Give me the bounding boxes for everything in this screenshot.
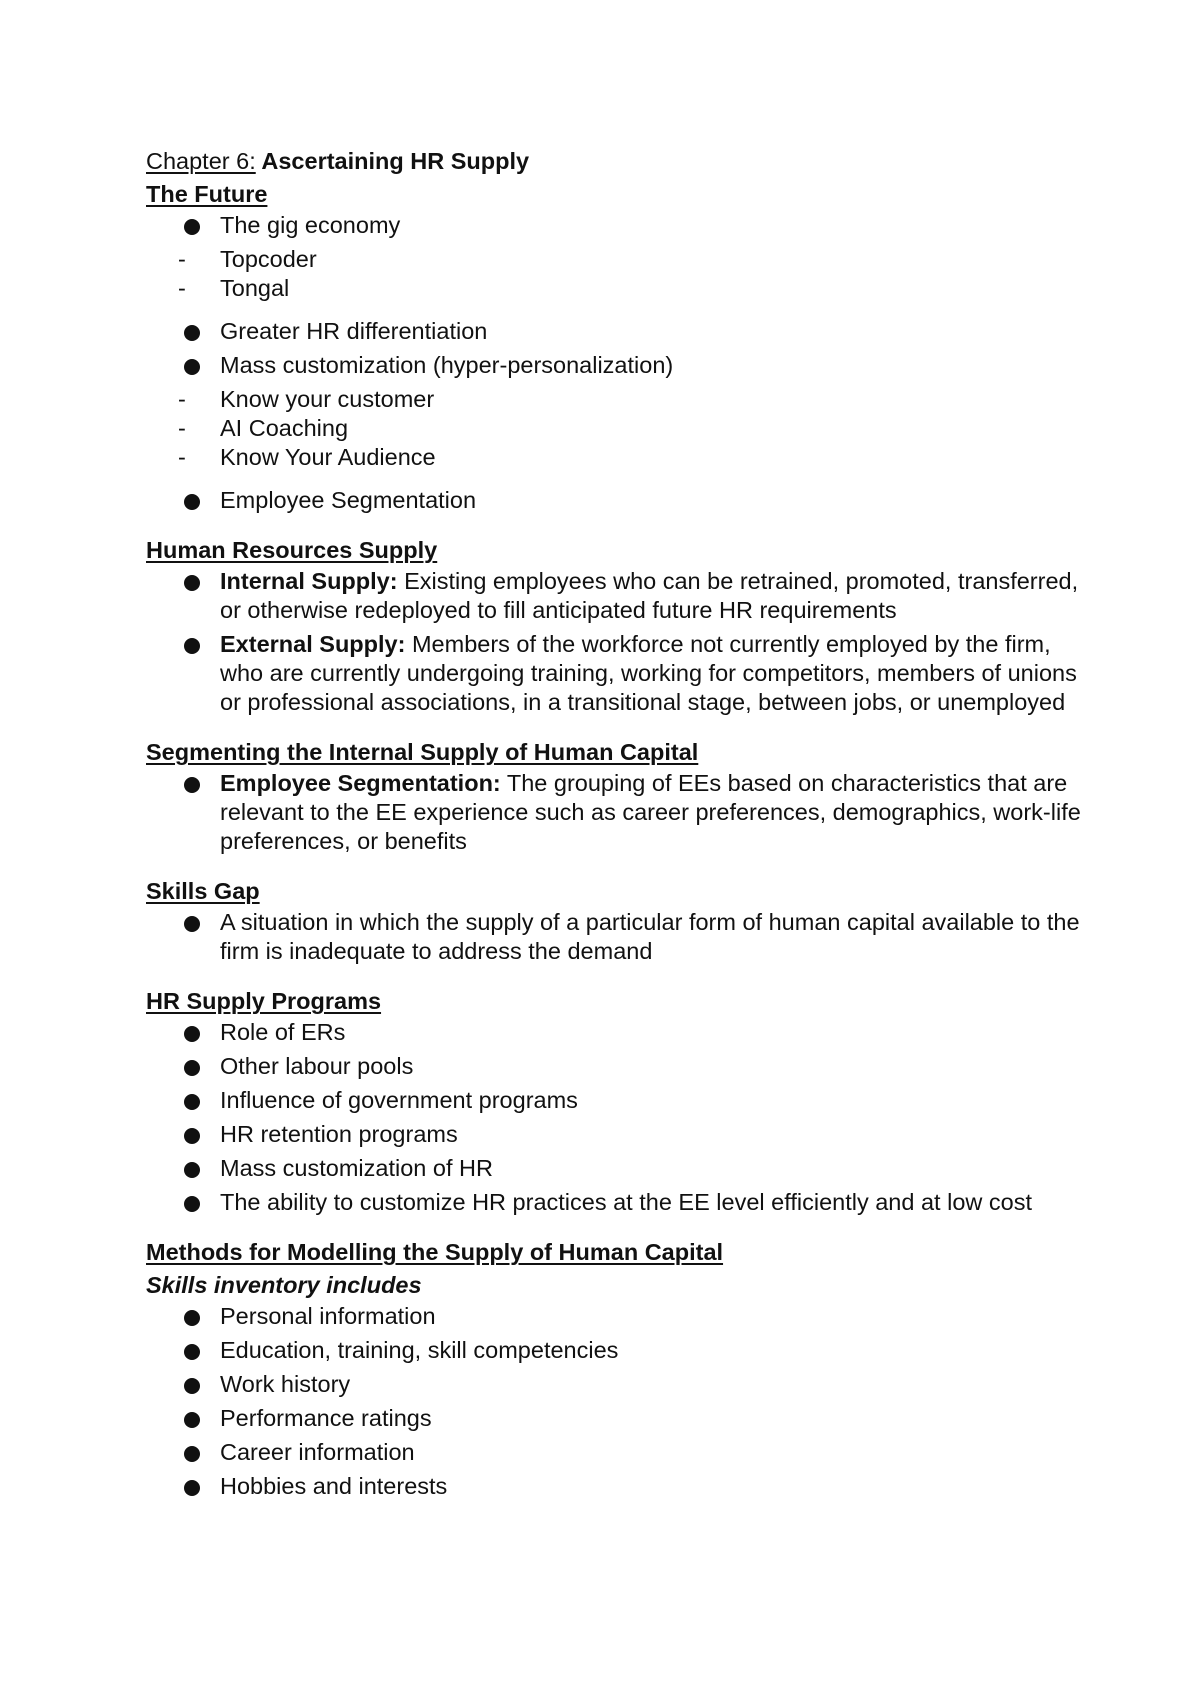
list-item (146, 567, 1086, 625)
bullet-icon (184, 359, 200, 375)
segmenting-heading: Segmenting the Internal Supply of Human Capital (146, 739, 699, 765)
list-item (146, 908, 1086, 966)
list-item (146, 630, 1086, 717)
hr-supply-heading: Human Resources Supply (146, 537, 438, 563)
dash-icon: - (178, 444, 186, 470)
sub-list-item (146, 274, 1086, 303)
bullet-icon (184, 638, 200, 654)
term-label: Employee Segmentation: (220, 770, 501, 796)
sub-list-item (146, 245, 1086, 274)
bullet-icon (184, 1344, 200, 1360)
list-item-text: Education, training, skill competencies (220, 1337, 619, 1363)
list-item (146, 351, 1086, 380)
programs-list (146, 1018, 1086, 1217)
mass-sublist (146, 385, 1086, 472)
list-item-text: Performance ratings (220, 1405, 432, 1431)
bullet-icon (184, 1060, 200, 1076)
term-label: Internal Supply: (220, 568, 398, 594)
sub-list-item-text: Tongal (220, 275, 290, 301)
chapter-name: Ascertaining HR Supply (255, 148, 530, 174)
skills-gap-section (146, 875, 1086, 966)
sub-list-item (146, 414, 1086, 443)
methods-section (146, 1236, 1086, 1501)
bullet-icon (184, 575, 200, 591)
bullet-icon (184, 1378, 200, 1394)
sub-list-item-text: Know your customer (220, 386, 435, 412)
bullet-icon (184, 1446, 200, 1462)
list-item-text: Career information (220, 1439, 415, 1465)
methods-heading: Methods for Modelling the Supply of Human Capital (146, 1239, 724, 1265)
definition-text: Existing employees who can be retrained, promoted, transferred, or otherwise redeployed to fill anticipated future HR requirements (220, 568, 1079, 623)
skills-gap-heading: Skills Gap (146, 878, 260, 904)
document-body (146, 145, 1086, 1506)
list-item-text: HR retention programs (220, 1121, 458, 1147)
list-item-text: Role of ERs (220, 1019, 346, 1045)
list-item (146, 486, 1086, 515)
segmenting-section (146, 736, 1086, 856)
bullet-icon (184, 1162, 200, 1178)
skills-gap-list (146, 908, 1086, 966)
methods-list (146, 1302, 1086, 1501)
bullet-icon (184, 219, 200, 235)
list-item (146, 1302, 1086, 1331)
chapter-title (146, 145, 1086, 178)
list-item (146, 1336, 1086, 1365)
list-item-text: The gig economy (220, 212, 401, 238)
sub-list-item-text: Know Your Audience (220, 444, 436, 470)
definition-text: The grouping of EEs based on characteristics that are relevant to the EE experience such as career preferences, demographics, work-life preferences, or benefits (220, 770, 1081, 854)
bullet-icon (184, 1412, 200, 1428)
list-item-text: Greater HR differentiation (220, 318, 488, 344)
dash-icon: - (178, 415, 186, 441)
list-item (146, 1404, 1086, 1433)
bullet-icon (184, 916, 200, 932)
gig-sublist (146, 245, 1086, 303)
future-list (146, 211, 1086, 240)
definition-text: Members of the workforce not currently employed by the firm, who are currently undergoing training, working for competitors, members of unions or professional associations, in a transitional stage, between jobs, or unemployed (220, 631, 1077, 715)
bullet-icon (184, 1310, 200, 1326)
methods-subheading: Skills inventory includes (146, 1272, 422, 1298)
sub-list-item-text: Topcoder (220, 246, 317, 272)
list-item-text: Mass customization (hyper-personalization) (220, 352, 674, 378)
term-label: External Supply: (220, 631, 406, 657)
list-item-text: Influence of government programs (220, 1087, 578, 1113)
bullet-icon (184, 325, 200, 341)
list-item-text: Mass customization of HR (220, 1155, 493, 1181)
list-item (146, 1370, 1086, 1399)
dash-icon: - (178, 246, 186, 272)
list-item-text: Work history (220, 1371, 351, 1397)
segmenting-list (146, 769, 1086, 856)
bullet-icon (184, 1026, 200, 1042)
bullet-icon (184, 494, 200, 510)
bullet-icon (184, 777, 200, 793)
programs-heading: HR Supply Programs (146, 988, 382, 1014)
bullet-icon (184, 1094, 200, 1110)
list-item (146, 1154, 1086, 1183)
hr-supply-section (146, 534, 1086, 717)
sub-list-item (146, 443, 1086, 472)
chapter-label: Chapter 6: (146, 148, 256, 174)
hr-supply-list (146, 567, 1086, 717)
list-item-text: Other labour pools (220, 1053, 414, 1079)
list-item (146, 1472, 1086, 1501)
list-item (146, 1188, 1086, 1217)
dash-icon: - (178, 275, 186, 301)
list-item-text: The ability to customize HR practices at the EE level efficiently and at low cost (220, 1189, 1032, 1215)
list-item (146, 1086, 1086, 1115)
sub-list-item-text: AI Coaching (220, 415, 349, 441)
list-item-text: A situation in which the supply of a particular form of human capital available to the firm is inadequate to address the demand (220, 909, 1080, 964)
list-item-text: Employee Segmentation (220, 487, 477, 513)
future-list-2 (146, 317, 1086, 380)
list-item (146, 1438, 1086, 1467)
list-item (146, 317, 1086, 346)
list-item (146, 1052, 1086, 1081)
bullet-icon (184, 1128, 200, 1144)
list-item (146, 1018, 1086, 1047)
list-item (146, 211, 1086, 240)
programs-section (146, 985, 1086, 1217)
list-item-text: Hobbies and interests (220, 1473, 448, 1499)
dash-icon: - (178, 386, 186, 412)
list-item (146, 1120, 1086, 1149)
future-list-3 (146, 486, 1086, 515)
list-item-text: Personal information (220, 1303, 436, 1329)
bullet-icon (184, 1196, 200, 1212)
future-heading: The Future (146, 181, 268, 207)
sub-list-item (146, 385, 1086, 414)
bullet-icon (184, 1480, 200, 1496)
list-item (146, 769, 1086, 856)
